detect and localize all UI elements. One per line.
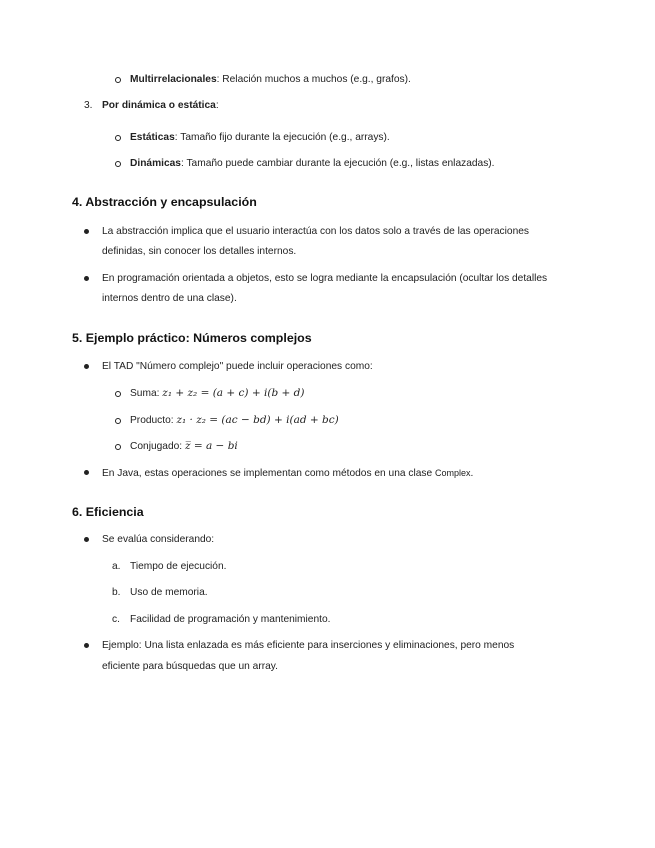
- sub-bullet-marker: [115, 135, 121, 141]
- bullet-marker: [84, 229, 89, 234]
- sub-bullet-marker: [115, 161, 121, 167]
- formula: z₁ · z₂ = (ac − bd) + i(ad + bc): [176, 414, 339, 426]
- list-item-multirelational: Multirrelacionales: Relación muchos a muchos (e.g., grafos).: [130, 74, 411, 85]
- bullet-marker: [84, 643, 89, 648]
- list-item: Uso de memoria.: [130, 587, 208, 598]
- list-item-dynamic-static: Por dinámica o estática:: [102, 100, 219, 111]
- formula: z₁ + z₂ = (a + c) + i(b + d): [162, 387, 305, 399]
- formula: z̅ = a − bi: [184, 440, 238, 452]
- paragraph-line: En Java, estas operaciones se implementan como métodos en una clase Complex.: [102, 468, 474, 479]
- paragraph-line: definidas, sin conocer los detalles internos.: [102, 246, 297, 257]
- bullet-marker: [84, 276, 89, 281]
- operation-conjugado: Conjugado: z̅ = a − bi: [130, 440, 238, 452]
- paragraph-line: La abstracción implica que el usuario interactúa con los datos solo a través de las operaciones: [102, 226, 529, 237]
- list-letter: a.: [112, 561, 121, 572]
- sub-bullet-marker: [115, 391, 121, 397]
- list-number: 3.: [84, 100, 93, 111]
- section-heading-4: 4. Abstracción y encapsulación: [72, 195, 257, 209]
- section-heading-6: 6. Eficiencia: [72, 505, 144, 519]
- bullet-marker: [84, 470, 89, 475]
- section-heading-5: 5. Ejemplo práctico: Números complejos: [72, 331, 312, 345]
- list-item-dynamic: Dinámicas: Tamaño puede cambiar durante la ejecución (e.g., listas enlazadas).: [130, 158, 495, 169]
- operation-producto: Producto: z₁ · z₂ = (ac − bd) + i(ad + bc): [130, 414, 339, 426]
- list-item: Tiempo de ejecución.: [130, 561, 227, 572]
- paragraph-line: El TAD "Número complejo" puede incluir operaciones como:: [102, 361, 373, 372]
- paragraph-line: eficiente para búsquedas que un array.: [102, 661, 278, 672]
- paragraph-line: En programación orientada a objetos, esto se logra mediante la encapsulación (ocultar los detalles: [102, 273, 548, 284]
- paragraph-line: Se evalúa considerando:: [102, 534, 215, 545]
- sub-bullet-marker: [115, 77, 121, 83]
- list-letter: b.: [112, 587, 121, 598]
- sub-bullet-marker: [115, 418, 121, 424]
- paragraph-line: Ejemplo: Una lista enlazada es más eficiente para inserciones y eliminaciones, pero menos: [102, 640, 515, 651]
- paragraph-line: internos dentro de una clase).: [102, 293, 237, 304]
- list-item: Facilidad de programación y mantenimiento.: [130, 614, 331, 625]
- inline-code: Complex: [434, 468, 471, 478]
- bullet-marker: [84, 537, 89, 542]
- bullet-marker: [84, 364, 89, 369]
- operation-suma: Suma: z₁ + z₂ = (a + c) + i(b + d): [130, 387, 305, 399]
- list-letter: c.: [112, 614, 120, 625]
- list-item-static: Estáticas: Tamaño fijo durante la ejecución (e.g., arrays).: [130, 132, 390, 143]
- sub-bullet-marker: [115, 444, 121, 450]
- term: Multirrelacionales: [130, 74, 217, 85]
